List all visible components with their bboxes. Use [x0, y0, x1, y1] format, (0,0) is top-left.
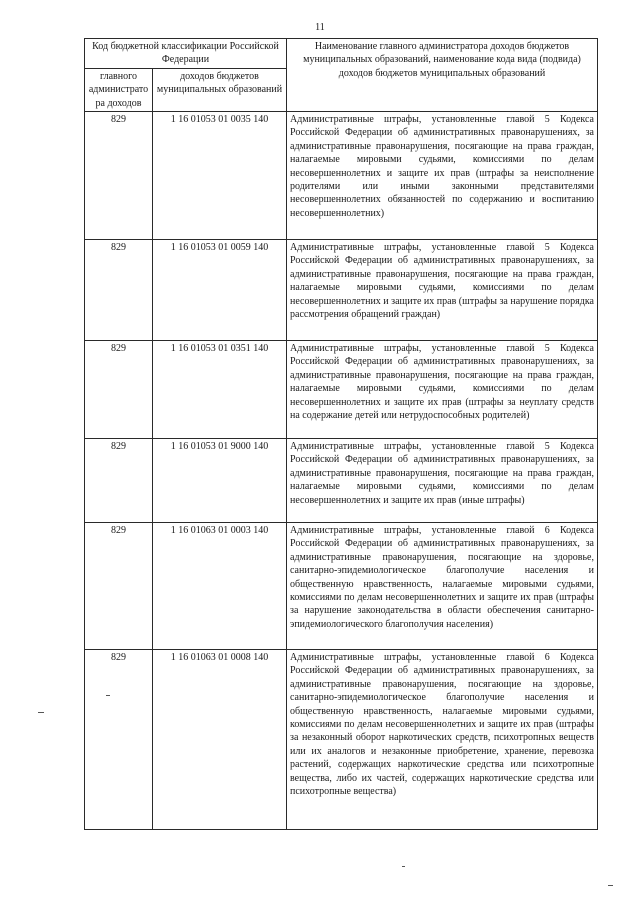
- table-row: [85, 240, 598, 341]
- admin-code: 829: [85, 439, 153, 523]
- table-row: [85, 650, 598, 830]
- header-admin: главного администрато ра доходов: [85, 68, 153, 111]
- budget-codes-table: [84, 38, 598, 830]
- income-name: Административные штрафы, установленные главой 5 Кодекса Российской Федерации об административных правонарушениях, за административные правонарушения, посягающие на права граждан, налагаемые мировыми судьями, комиссиями по делам несовершеннолетних и защите их прав (штрафы за нарушение порядка рассмотрения обращений граждан): [287, 240, 598, 341]
- income-code: 1 16 01053 01 0059 140: [153, 240, 287, 341]
- table-row: [85, 112, 598, 240]
- income-code: 1 16 01063 01 0003 140: [153, 523, 287, 650]
- header-kbk: Код бюджетной классификации Российской Федерации: [85, 39, 287, 69]
- page-number: 11: [315, 22, 325, 33]
- table-row: [85, 341, 598, 439]
- income-code: 1 16 01053 01 0035 140: [153, 112, 287, 240]
- admin-code: 829: [85, 650, 153, 830]
- table-header-row: [85, 39, 598, 69]
- scan-speck: [38, 712, 44, 713]
- income-code: 1 16 01053 01 0351 140: [153, 341, 287, 439]
- scan-speck: [402, 866, 405, 867]
- admin-code: 829: [85, 523, 153, 650]
- income-name: Административные штрафы, установленные главой 5 Кодекса Российской Федерации об административных правонарушениях, за административные правонарушения, посягающие на права граждан, налагаемые мировыми судьями, комиссиями по делам несовершеннолетних и защите их прав (штрафы за неисполнение родителями или иными законными представителями несовершеннолетних обязанностей по содержанию и воспитанию несовершеннолетних): [287, 112, 598, 240]
- income-name: Административные штрафы, установленные главой 6 Кодекса Российской Федерации об административных правонарушениях, за административные правонарушения, посягающие на здоровье, санитарно-эпидемиологическое благополучие населения и общественную нравственность, налагаемые мировыми судьями, комиссиями по делам несовершеннолетних и защите их прав (штрафы за нарушение законодательства в области обеспечения санитарно-эпидемиологического благополучия населения): [287, 523, 598, 650]
- table-row: [85, 439, 598, 523]
- income-code: 1 16 01053 01 9000 140: [153, 439, 287, 523]
- income-code: 1 16 01063 01 0008 140: [153, 650, 287, 830]
- admin-code: 829: [85, 240, 153, 341]
- scan-speck: [106, 695, 110, 696]
- header-income: доходов бюджетов муниципальных образований: [153, 68, 287, 111]
- header-name: Наименование главного администратора доходов бюджетов муниципальных образований, наименование кода вида (подвида) доходов бюджетов муниципальных образований: [287, 39, 598, 112]
- income-name: Административные штрафы, установленные главой 6 Кодекса Российской Федерации об административных правонарушениях, за административные правонарушения, посягающие на здоровье, санитарно-эпидемиологическое благополучие населения и общественную нравственность, налагаемые мировыми судьями, комиссиями по делам несовершеннолетних и защите их прав (штрафы за незаконный оборот наркотических средств, психотропных веществ или их аналогов и незаконные приобретение, хранение, перевозка растений, содержащих наркотические средства или психотропные вещества, либо их частей, содержащих наркотические средства или психотропные вещества): [287, 650, 598, 830]
- table-row: [85, 523, 598, 650]
- income-name: Административные штрафы, установленные главой 5 Кодекса Российской Федерации об административных правонарушениях, за административные правонарушения, посягающие на права граждан, налагаемые мировыми судьями, комиссиями по делам несовершеннолетних и защите их прав (иные штрафы): [287, 439, 598, 523]
- admin-code: 829: [85, 112, 153, 240]
- admin-code: 829: [85, 341, 153, 439]
- income-name: Административные штрафы, установленные главой 5 Кодекса Российской Федерации об административных правонарушениях, за административные правонарушения, посягающие на права граждан, налагаемые мировыми судьями, комиссиями по делам несовершеннолетних и защите их прав (штрафы за неуплату средств на содержание детей или нетрудоспособных родителей): [287, 341, 598, 439]
- scan-speck: [608, 885, 613, 886]
